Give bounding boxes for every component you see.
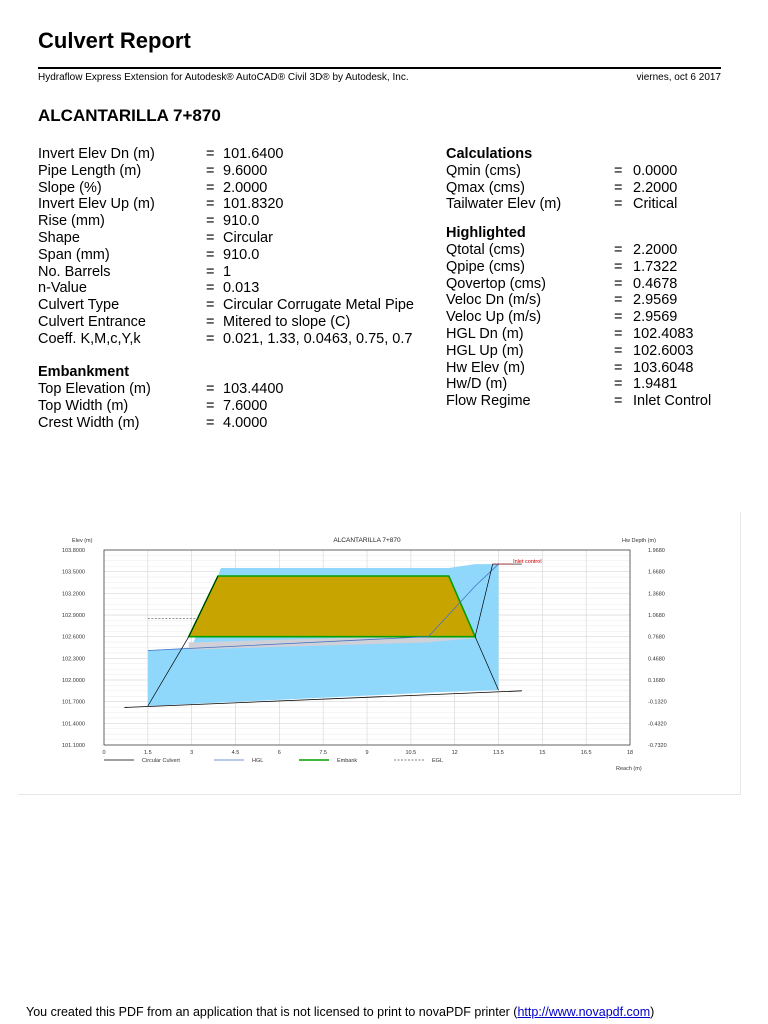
- embankment-heading: Embankment: [38, 364, 130, 381]
- chart-title: ALCANTARILLA 7+870: [333, 537, 401, 544]
- param-value: 2.0000: [223, 179, 268, 196]
- param-value: Critical: [633, 196, 678, 213]
- x-tick-label: 12: [451, 750, 458, 756]
- param-label: Top Elevation (m): [38, 381, 151, 398]
- param-value: 9.6000: [223, 162, 268, 179]
- header-rule: [38, 67, 721, 69]
- y-tick-label: 102.6000: [62, 634, 85, 641]
- param-row: [38, 314, 414, 331]
- legend-label: Circular Culvert: [142, 758, 180, 764]
- param-value: Mitered to slope (C): [223, 313, 351, 330]
- param-row: [446, 393, 711, 410]
- param-value: Inlet Control: [633, 393, 712, 410]
- equals-sign: =: [614, 196, 623, 213]
- calculated-results: [446, 146, 711, 410]
- param-row: [38, 230, 414, 247]
- param-row: [38, 398, 414, 415]
- inlet-control-label: Inlet control: [513, 559, 542, 565]
- x-tick-label: 0: [102, 750, 106, 756]
- x-tick-label: 3: [190, 750, 194, 756]
- y-tick-label: 103.2000: [62, 591, 85, 598]
- param-value: 1.7322: [633, 258, 678, 275]
- param-value: 0.013: [223, 280, 260, 297]
- embankment-shape: [189, 576, 475, 637]
- param-label: Span (mm): [38, 246, 110, 263]
- param-label: Culvert Entrance: [38, 313, 146, 330]
- param-label: Shape: [38, 229, 80, 246]
- equals-sign: =: [614, 393, 623, 410]
- param-row: [38, 146, 414, 163]
- param-label: No. Barrels: [38, 263, 111, 280]
- param-label: Qmax (cms): [446, 179, 525, 196]
- equals-sign: =: [206, 330, 215, 347]
- y2-tick-label: 0.1680: [648, 678, 665, 684]
- param-label: Top Width (m): [38, 397, 129, 414]
- calculations-heading: Calculations: [446, 146, 533, 162]
- y-tick-label: 102.9000: [62, 613, 85, 619]
- param-label: Qpipe (cms): [446, 258, 525, 275]
- param-label: Hw Elev (m): [446, 359, 525, 376]
- x-tick-label: 7.5: [319, 750, 327, 756]
- x-tick-label: 15: [539, 750, 546, 756]
- equals-sign: =: [206, 280, 215, 297]
- equals-sign: =: [206, 263, 215, 280]
- y-axis-label: Elev (m): [72, 538, 93, 544]
- equals-sign: =: [206, 229, 215, 246]
- legend-label: EGL: [432, 758, 444, 764]
- y-tick-label: 101.1000: [62, 743, 85, 749]
- x-tick-label: 4.5: [231, 750, 240, 756]
- param-row: [446, 163, 711, 180]
- param-row: [38, 196, 414, 213]
- report-title: Culvert Report: [38, 28, 191, 53]
- culvert-profile-chart: [18, 512, 741, 795]
- param-label: Invert Elev Dn (m): [38, 146, 155, 162]
- param-label: Qovertop (cms): [446, 275, 546, 292]
- param-value: 910.0: [223, 213, 260, 230]
- param-value: 2.9569: [633, 309, 678, 326]
- param-value: Circular Corrugate Metal Pipe: [223, 297, 414, 314]
- param-value: 103.4400: [223, 381, 284, 398]
- equals-sign: =: [206, 146, 215, 162]
- equals-sign: =: [206, 246, 215, 263]
- y2-tick-label: -0.1320: [648, 699, 667, 706]
- param-label: Pipe Length (m): [38, 162, 142, 179]
- software-credit: Hydraflow Express Extension for Autodesk® AutoCAD® Civil 3D® by Autodesk, Inc.: [38, 72, 409, 83]
- param-value: 4.0000: [223, 414, 268, 431]
- input-parameters: [38, 146, 414, 432]
- equals-sign: =: [614, 275, 623, 292]
- param-label: Tailwater Elev (m): [446, 196, 562, 213]
- x-tick-label: 1.5: [144, 750, 152, 756]
- x-tick-label: 6: [277, 750, 281, 756]
- highlighted-heading: Highlighted: [446, 225, 526, 242]
- param-value: 0.0000: [633, 162, 678, 179]
- param-label: Invert Elev Up (m): [38, 196, 155, 213]
- footer-close: ): [650, 1005, 655, 1019]
- param-value: 2.2000: [633, 179, 678, 196]
- param-row: [446, 292, 711, 309]
- equals-sign: =: [206, 196, 215, 213]
- y-tick-label: 101.7000: [62, 699, 85, 706]
- y2-tick-label: 0.4680: [648, 656, 665, 663]
- param-row: [446, 326, 711, 343]
- y2-tick-label: 1.0680: [648, 613, 665, 619]
- param-value: 2.9569: [633, 292, 678, 309]
- param-label: Qmin (cms): [446, 162, 521, 179]
- equals-sign: =: [614, 162, 623, 179]
- legend-label: HGL: [252, 758, 264, 764]
- param-value: Circular: [223, 229, 273, 246]
- chart-svg: [18, 512, 740, 794]
- y2-axis-label: Hw Depth (m): [622, 538, 656, 544]
- equals-sign: =: [614, 292, 623, 309]
- x-tick-label: 16.5: [580, 750, 592, 756]
- param-row: [446, 343, 711, 360]
- y-tick-label: 102.3000: [62, 656, 85, 663]
- param-row: [38, 415, 414, 432]
- equals-sign: =: [614, 258, 623, 275]
- param-label: HGL Up (m): [446, 342, 524, 359]
- x-tick-label: 18: [626, 750, 634, 756]
- param-row: [38, 264, 414, 281]
- param-value: 0.021, 1.33, 0.0463, 0.75, 0.7: [223, 330, 413, 347]
- param-label: Veloc Up (m/s): [446, 309, 542, 326]
- equals-sign: =: [206, 414, 215, 431]
- param-label: Rise (mm): [38, 213, 105, 230]
- spacer: [38, 348, 414, 365]
- param-value: 102.4083: [633, 325, 694, 342]
- license-footer: [26, 1005, 654, 1019]
- report-date: viernes, oct 6 2017: [636, 72, 721, 83]
- param-row: [446, 276, 711, 293]
- x-axis-label: Reach (m): [616, 766, 642, 772]
- param-value: 101.6400: [223, 146, 284, 162]
- param-row: [38, 180, 414, 197]
- param-value: 1: [223, 263, 232, 280]
- legend-label: Embank: [337, 758, 358, 764]
- y-tick-label: 103.5000: [62, 569, 85, 576]
- equals-sign: =: [614, 359, 623, 376]
- footer-text: You created this PDF from an application that is not licensed to print to novaPDF printer (: [26, 1005, 518, 1019]
- culvert-name: ALCANTARILLA 7+870: [38, 106, 221, 125]
- param-row: [38, 381, 414, 398]
- param-label: Qtotal (cms): [446, 241, 525, 258]
- y2-tick-label: -0.7320: [648, 743, 667, 749]
- equals-sign: =: [614, 309, 623, 326]
- param-value: 103.6048: [633, 359, 694, 376]
- param-row: [38, 331, 414, 348]
- param-value: 102.6003: [633, 342, 694, 359]
- x-tick-label: 9: [365, 750, 369, 756]
- param-label: Coeff. K,M,c,Y,k: [38, 330, 141, 347]
- param-row: [38, 163, 414, 180]
- param-row: [38, 297, 414, 314]
- equals-sign: =: [206, 297, 215, 314]
- y-tick-label: 103.8000: [62, 548, 85, 554]
- param-value: 1.9481: [633, 376, 678, 393]
- x-tick-label: 10.5: [405, 750, 417, 756]
- y2-tick-label: 1.6680: [648, 569, 665, 576]
- param-value: 2.2000: [633, 241, 678, 258]
- param-value: 7.6000: [223, 397, 268, 414]
- param-row: [446, 309, 711, 326]
- equals-sign: =: [206, 381, 215, 398]
- param-label: HGL Dn (m): [446, 325, 524, 342]
- param-row: [446, 180, 711, 197]
- equals-sign: =: [206, 213, 215, 230]
- y2-tick-label: 1.9680: [648, 548, 665, 554]
- param-value: 910.0: [223, 246, 260, 263]
- equals-sign: =: [614, 325, 623, 342]
- y-tick-label: 101.4000: [62, 721, 85, 728]
- param-label: Veloc Dn (m/s): [446, 292, 542, 309]
- equals-sign: =: [206, 162, 215, 179]
- x-tick-label: 13.5: [493, 750, 504, 756]
- y2-tick-label: 1.3680: [648, 591, 665, 598]
- param-label: Slope (%): [38, 179, 102, 196]
- equals-sign: =: [206, 397, 215, 414]
- param-row: [38, 280, 414, 297]
- param-row: [446, 376, 711, 393]
- equals-sign: =: [614, 179, 623, 196]
- param-row: [446, 259, 711, 276]
- param-value: 0.4678: [633, 275, 678, 292]
- y2-tick-label: 0.7680: [648, 634, 665, 641]
- param-value: 101.8320: [223, 196, 284, 213]
- param-label: Culvert Type: [38, 297, 120, 314]
- param-row: [446, 196, 711, 213]
- equals-sign: =: [614, 241, 623, 258]
- equals-sign: =: [614, 376, 623, 393]
- y-tick-label: 102.0000: [62, 678, 85, 684]
- param-row: [38, 247, 414, 264]
- param-row: [38, 213, 414, 230]
- equals-sign: =: [206, 179, 215, 196]
- equals-sign: =: [614, 342, 623, 359]
- y2-tick-label: -0.4320: [648, 721, 667, 728]
- param-row: [446, 360, 711, 377]
- novapdf-link[interactable]: http://www.novapdf.com: [517, 1005, 651, 1019]
- param-label: Crest Width (m): [38, 414, 140, 431]
- param-label: Flow Regime: [446, 393, 531, 410]
- equals-sign: =: [206, 313, 215, 330]
- param-label: n-Value: [38, 280, 87, 297]
- param-row: [446, 242, 711, 259]
- param-label: Hw/D (m): [446, 376, 508, 393]
